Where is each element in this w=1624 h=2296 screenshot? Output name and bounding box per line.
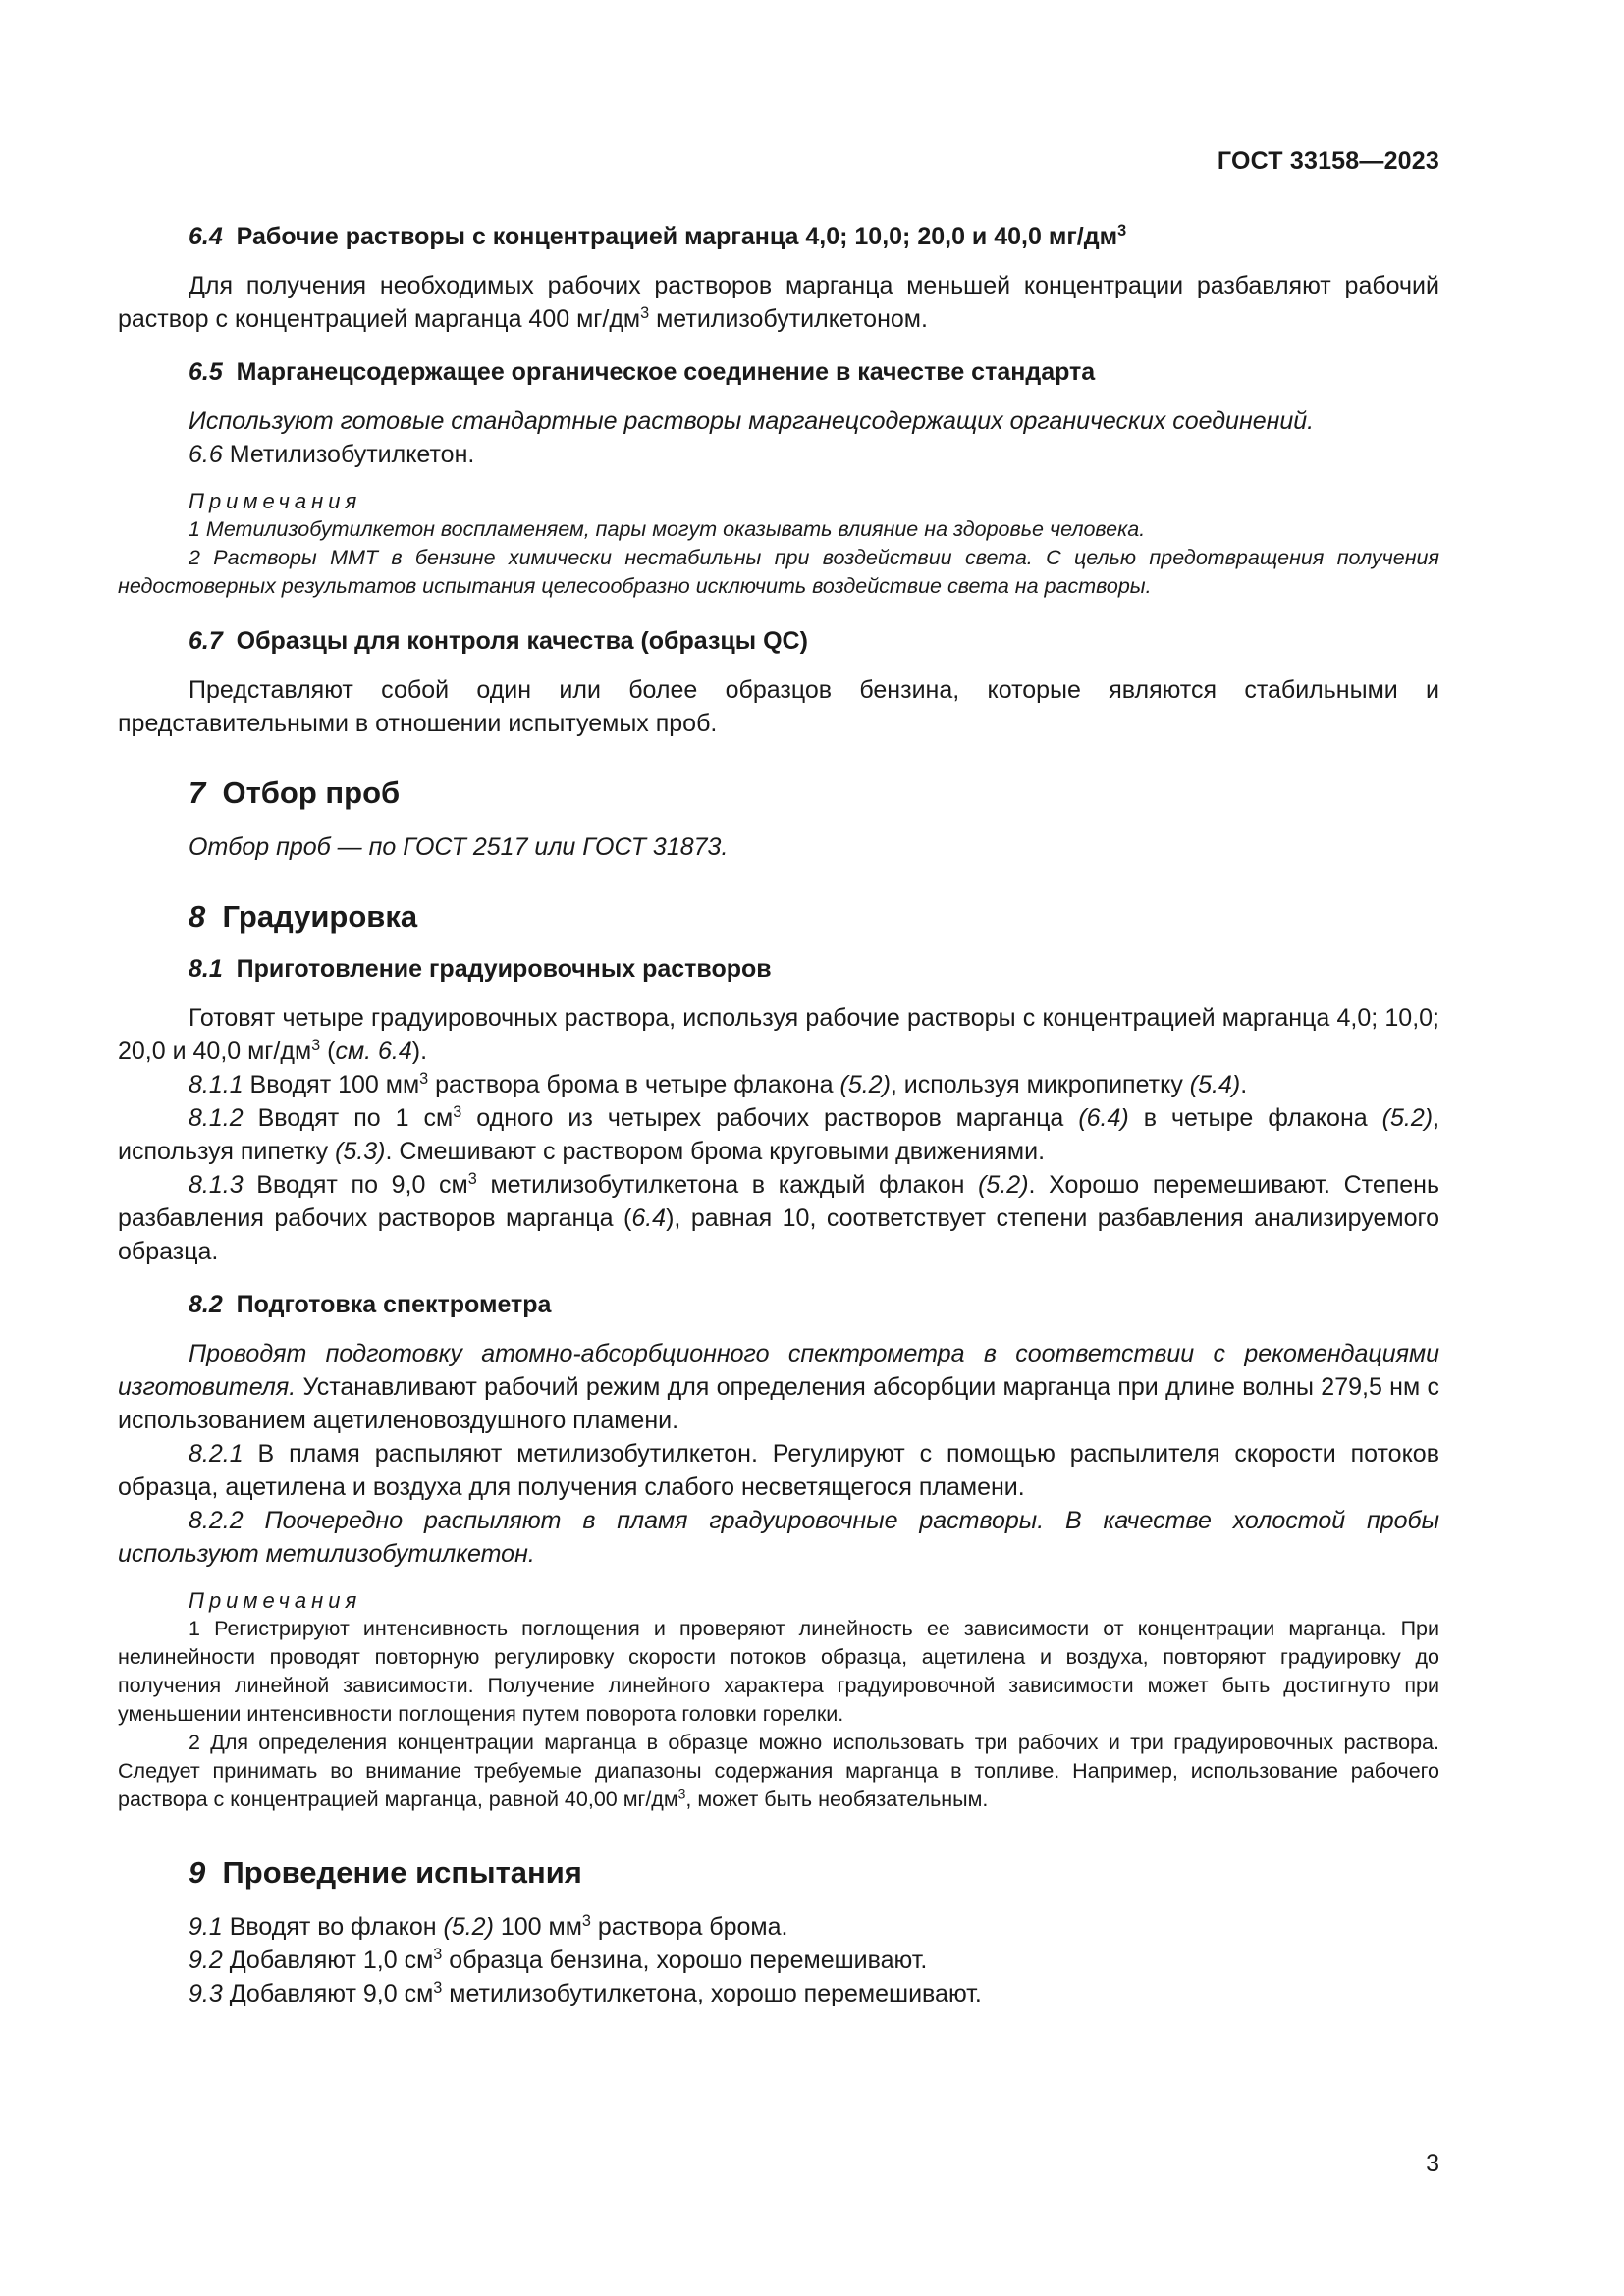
paragraph-6-6: 6.6 Метилизобутилкетон. <box>189 441 475 468</box>
document-header: ГОСТ 33158—2023 <box>1217 147 1439 175</box>
paragraph-9-3: 9.3 Добавляют 9,0 $см^3$ метилизобутилкетона, хорошо перемешивают. <box>189 1979 982 2007</box>
paragraph-8-2-2: 8.2.2 Поочередно распыляют в пламя градуировочные растворы. В качестве холостой пробы используют метилизобутилкетон. <box>118 1507 1439 1568</box>
document-body <box>118 220 1439 2010</box>
paragraph-8-2-1: 8.2.1 В пламя распыляют метилизобутилкетон. Регулируют с помощью распылителя скорости потоков образца, ацетилена и воздуха для получения слабого несветящегося пламени. <box>118 1440 1439 1501</box>
note-item: 2 Растворы ММТ в бензине химически нестабильны при воздействии света. С целью предотвращения получения недостоверных результатов испытания целесообразно исключить воздействие света на растворы. <box>118 546 1439 598</box>
section-heading-6-5: 6.5 Марганецсодержащее органическое соединение в качестве стандарта <box>189 358 1096 386</box>
paragraph: Используют готовые стандартные растворы марганецсодержащих органических соединений. <box>189 407 1315 435</box>
note-item: 2 Для определения концентрации марганца в образце можно использовать три рабочих и три градуировочных раствора. Следует принимать во внимание требуемые диапазоны содержания марганца в топливе. Например, использование рабочего раствора с концентрацией марганца, равной 40,00 $мг/дм^3$, может быть необязательным. <box>118 1731 1439 1811</box>
page-number: 3 <box>1426 2150 1439 2177</box>
paragraph-9-2: 9.2 Добавляют 1,0 $см^3$ образца бензина, хорошо перемешивают. <box>189 1946 928 1974</box>
section-heading-6-4: 6.4 Рабочие растворы с концентрацией марганца 4,0; 10,0; 20,0 и 40,0 $мг/дм^3$ <box>189 222 1127 250</box>
section-heading-7: 7 Отбор проб <box>189 775 401 810</box>
paragraph: Готовят четыре градуировочных раствора, используя рабочие растворы с концентрацией марганца 4,0; 10,0; 20,0 и 40,0 $мг/дм^3$ (см. 6.4). <box>118 1004 1439 1065</box>
notes-title: Примечания <box>189 1588 362 1613</box>
section-heading-8: 8 Градуировка <box>189 899 418 934</box>
notes-title: Примечания <box>189 489 362 513</box>
section-heading-9: 9 Проведение испытания <box>189 1855 582 1890</box>
paragraph: Для получения необходимых рабочих растворов марганца меньшей концентрации разбавляют рабочий раствор с концентрацией марганца 400 $мг/дм^3$ метилизобутилкетоном. <box>118 272 1439 333</box>
paragraph: Отбор проб — по ГОСТ 2517 или ГОСТ 31873. <box>189 833 729 861</box>
paragraph: Представляют собой один или более образцов бензина, которые являются стабильными и представительными в отношении испытуемых проб. <box>118 676 1439 737</box>
paragraph-8-1-2: 8.1.2 Вводят по 1 $см^3$ одного из четырех рабочих растворов марганца (6.4) в четыре флакона (5.2), используя пипетку (5.3). Смешивают с раствором брома круговыми движениями. <box>118 1103 1440 1165</box>
paragraph-9-1: 9.1 Вводят во флакон (5.2) 100 $мм^3$ раствора брома. <box>189 1912 788 1941</box>
paragraph: Проводят подготовку атомно-абсорбционного спектрометра в соответствии с рекомендациями изготовителя. Устанавливают рабочий режим для определения абсорбции марганца при длине волны 279,5 нм с использованием ацетиленовоздушного пламени. <box>118 1340 1439 1434</box>
note-item: 1 Метилизобутилкетон воспламеняем, пары могут оказывать влияние на здоровье человека. <box>189 517 1146 541</box>
note-item: 1 Регистрируют интенсивность поглощения и проверяют линейность ее зависимости от концентрации марганца. При нелинейности проводят повторную регулировку скорости потоков образца, ацетилена и воздуха, повторяют градуировку до получения линейной зависимости. Получение линейного характера градуировочной зависимости может быть достигнуто при уменьшении интенсивности поглощения путем поворота головки горелки. <box>118 1617 1439 1726</box>
paragraph-8-1-3: 8.1.3 Вводят по 9,0 $см^3$ метилизобутилкетона в каждый флакон (5.2). Хорошо перемешивают. Степень разбавления рабочих растворов марганца (6.4), равная 10, соответствует степени разбавления анализируемого образца. <box>118 1170 1439 1265</box>
section-heading-8-2: 8.2 Подготовка спектрометра <box>189 1291 552 1318</box>
section-heading-8-1: 8.1 Приготовление градуировочных растворов <box>189 955 772 983</box>
paragraph-8-1-1: 8.1.1 Вводят 100 $мм^3$ раствора брома в четыре флакона (5.2), используя микропипетку (5.4). <box>189 1070 1248 1098</box>
section-heading-6-7: 6.7 Образцы для контроля качества (образцы QC) <box>189 627 808 655</box>
